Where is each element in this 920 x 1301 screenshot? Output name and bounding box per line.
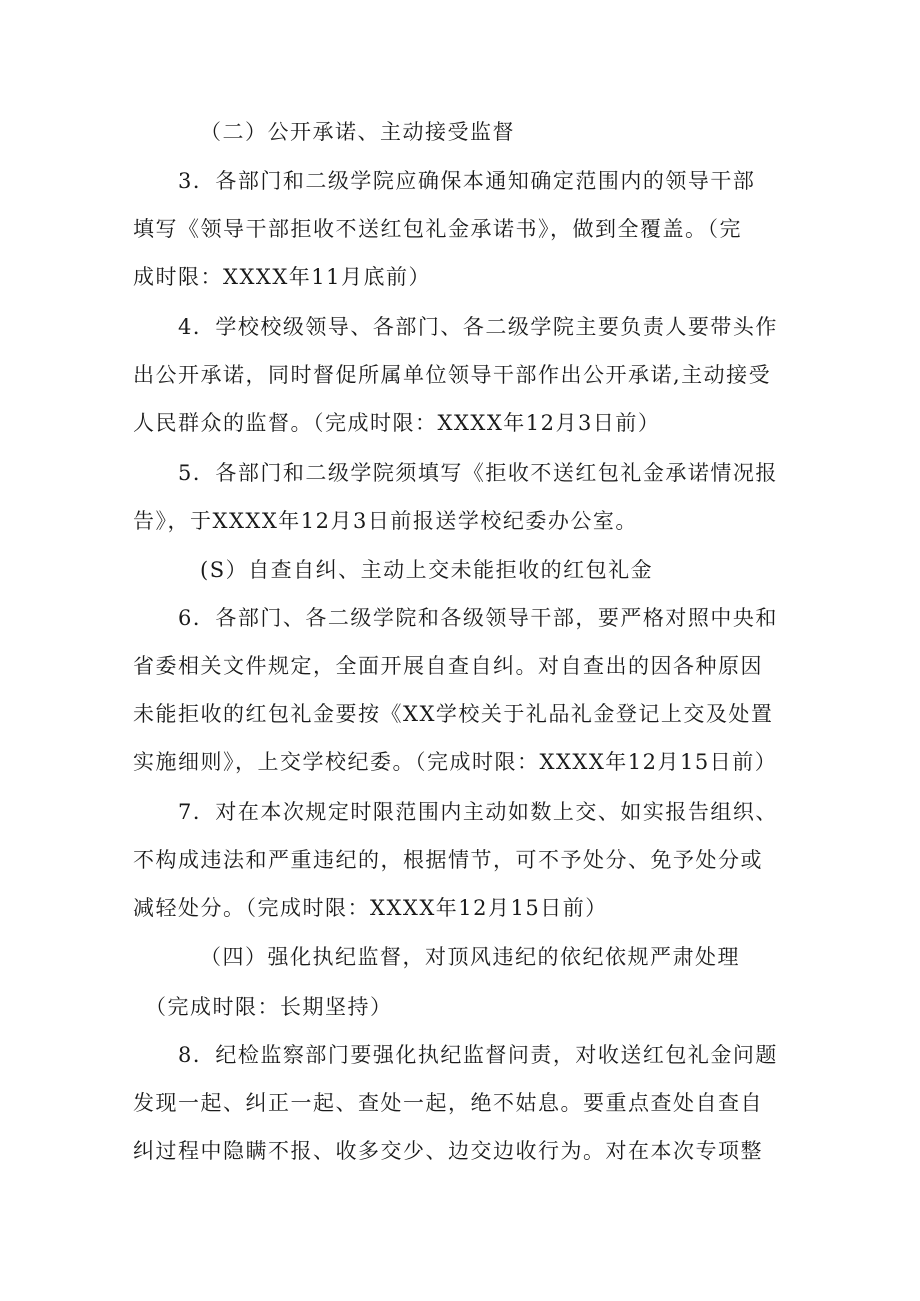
section-heading-4-deadline: （完成时限：长期坚持） [145, 995, 393, 1019]
paragraph-4-line-3: 人民群众的监督。（完成时限：XXXX年12月3日前） [133, 411, 661, 435]
paragraph-4-line-1: 4．学校校级领导、各部门、各二级学院主要负责人要带头作 [178, 315, 778, 339]
paragraph-8-line-2: 发现一起、纠正一起、查处一起，绝不姑息。要重点查处自查自 [133, 1091, 763, 1115]
paragraph-5-line-2: 告》，于XXXX年12月3日前报送学校纪委办公室。 [133, 509, 638, 533]
paragraph-3-line-1: 3．各部门和二级学院应确保本通知确定范围内的领导干部 [178, 169, 756, 193]
paragraph-7-line-3: 减轻处分。（完成时限：XXXX年12月15日前） [133, 896, 608, 920]
paragraph-6-line-2: 省委相关文件规定，全面开展自查自纠。对自查出的因各种原因 [133, 654, 763, 678]
paragraph-3-line-3: 成时限：XXXX年11月底前） [133, 265, 432, 289]
section-heading-2: （二）公开承诺、主动接受监督 [200, 120, 515, 144]
section-heading-4: （四）强化执纪监督，对顶风违纪的依纪依规严肃处理 [200, 945, 740, 969]
paragraph-7-line-2: 不构成违法和严重违纪的，根据情节，可不予处分、免予处分或 [133, 848, 763, 872]
paragraph-5-line-1: 5．各部门和二级学院须填写《拒收不送红包礼金承诺情况报 [178, 461, 778, 485]
paragraph-4-line-2: 出公开承诺，同时督促所属单位领导干部作出公开承诺,主动接受 [133, 363, 772, 387]
paragraph-8-line-3: 纠过程中隐瞒不报、收多交少、边交边收行为。对在本次专项整 [133, 1139, 763, 1163]
paragraph-8-line-1: 8．纪检监察部门要强化执纪监督问责，对收送红包礼金问题 [178, 1043, 778, 1067]
section-heading-3: (S）自查自纠、主动上交未能拒收的红包礼金 [200, 558, 654, 582]
paragraph-6-line-1: 6．各部门、各二级学院和各级领导干部，要严格对照中央和 [178, 606, 778, 630]
paragraph-6-line-4: 实施细则》，上交学校纪委。（完成时限：XXXX年12月15日前） [133, 750, 778, 774]
paragraph-6-line-3: 未能拒收的红包礼金要按《XX学校关于礼品礼金登记上交及处置 [133, 702, 774, 726]
paragraph-3-line-2: 填写《领导干部拒收不送红包礼金承诺书》，做到全覆盖。（完 [133, 217, 742, 241]
paragraph-7-line-1: 7．对在本次规定时限范围内主动如数上交、如实报告组织、 [178, 800, 778, 824]
